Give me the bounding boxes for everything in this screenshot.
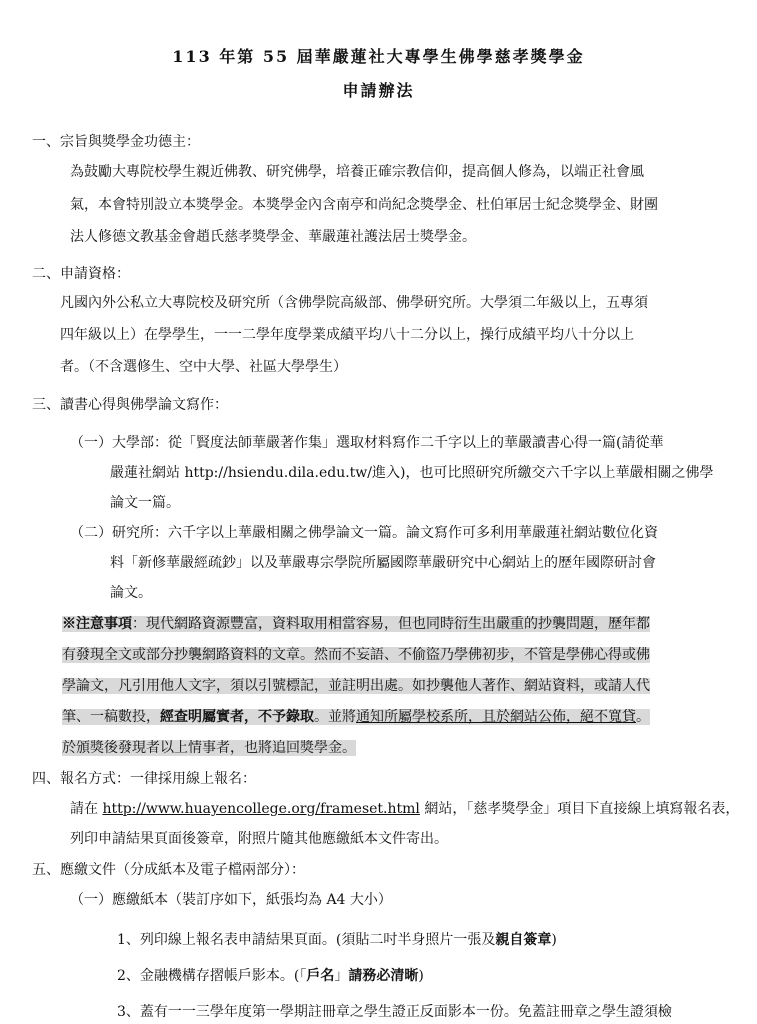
notice-line-1	[62, 614, 650, 634]
notice-text-1: ：現代網路資源豐富，資料取用相當容易，但也同時衍生出嚴重的抄襲問題，歷年都	[132, 616, 650, 632]
section-1-line-2: 氣，本會特別設立本獎學金。本獎學金內含南亭和尚紀念獎學金、杜伯軍居士紀念獎學金、財團	[70, 197, 658, 213]
item-2-text-d: 請務必清晰	[348, 968, 419, 984]
notice-text-3: 學論文，凡引用他人文字，須以引號標記，並註明出處。如抄襲他人著作、網站資料，或請人代	[62, 678, 650, 694]
section-3-grad-line-2: 料「新修華嚴經疏鈔」以及華嚴專宗學院所屬國際華嚴研究中心網站上的歷年國際研討會	[110, 555, 656, 571]
item-1-text-a: 1、列印線上報名表申請結果頁面。(須貼二吋半身照片一張及	[117, 932, 496, 948]
section-3-undergrad-line-1: （一）大學部：從「賢度法師華嚴著作集」選取材料寫作二千字以上的華嚴讀書心得一篇(請從華	[70, 435, 664, 451]
section-3-grad-line-3: 論文。	[110, 585, 152, 601]
notice-text-4d: 通知所屬學校系所，且於網站公佈，絕不寬貸	[356, 709, 636, 725]
document-title: 113 年第 55 屆華嚴蓮社大專學生佛學慈孝獎學金	[172, 47, 585, 66]
section-2-line-2: 四年級以上）在學學生，一一二學年度學業成績平均八十二分以上，操行成績平均八十分以上	[60, 327, 634, 343]
item-1-text-c: )	[551, 932, 557, 948]
notice-line-4	[62, 707, 650, 727]
notice-line-2	[62, 645, 650, 665]
section-2-line-1: 凡國內外公私立大專院校及研究所（含佛學院高級部、佛學研究所。大學須二年級以上，五專須	[60, 295, 648, 311]
section-4-line-1	[70, 799, 739, 819]
section-5-sub-1: （一）應繳紙本（裝訂序如下，紙張均為 A4 大小）	[70, 892, 392, 908]
notice-text-4e: 。	[636, 709, 650, 725]
section-3-heading: 三、讀書心得與佛學論文寫作：	[32, 397, 228, 413]
section-2-line-3: 者。（不含選修生、空中大學、社區大學學生）	[60, 359, 347, 375]
section-5-item-2	[117, 966, 424, 986]
section-1-line-1: 為鼓勵大專院校學生親近佛教、研究佛學，培養正確宗教信仰，提高個人修為，以端正社會風	[70, 164, 644, 180]
item-2-text-a: 2、金融機構存摺帳戶影本。(「	[117, 968, 307, 984]
section-5-heading: 五、應繳文件（分成紙本及電子檔兩部分）：	[32, 862, 305, 878]
notice-label: ※注意事項	[62, 616, 132, 632]
section-3-undergrad-line-2: 嚴蓮社網站 http://hsiendu.dila.edu.tw/進入)，也可比照研究所繳交六千字以上華嚴相關之佛學	[110, 465, 714, 481]
section-3-grad-line-1: （二）研究所：六千字以上華嚴相關之佛學論文一篇。論文寫作可多利用華嚴蓮社網站數位化資	[70, 525, 658, 541]
notice-text-5: 於頒獎後發現者以上情事者，也將追回獎學金。	[62, 740, 356, 756]
item-2-text-e: )	[418, 968, 424, 984]
document-subtitle: 申請辦法	[342, 81, 415, 100]
section-2-heading: 二、申請資格：	[32, 266, 130, 282]
notice-text-2: 有發現全文或部分抄襲網路資料的文章。然而不妄語、不偷盜乃學佛初步，不管是學佛心得或佛	[62, 647, 650, 663]
notice-text-4a: 筆、一稿數投，	[62, 709, 160, 725]
section-4-text-a: 請在	[70, 801, 103, 817]
section-4-text-b: 網站，「慈孝獎學金」項目下直接線上填寫報名表，	[419, 801, 740, 817]
section-4-heading: 四、報名方式：一律採用線上報名：	[32, 771, 256, 787]
section-1-heading: 一、宗旨與獎學金功德主：	[32, 134, 200, 150]
section-5-item-1	[117, 930, 557, 950]
section-4-line-2: 列印申請結果頁面後簽章，附照片隨其他應繳紙本文件寄出。	[70, 831, 448, 847]
notice-line-5	[62, 738, 356, 758]
item-2-text-c: 」	[334, 968, 349, 984]
notice-text-4b: 經查明屬實者，不予錄取	[160, 709, 314, 725]
section-1-line-3: 法人修德文教基金會趙氏慈孝獎學金、華嚴蓮社護法居士獎學金。	[70, 229, 476, 245]
registration-link[interactable]: http://www.huayencollege.org/frameset.html	[102, 801, 420, 817]
item-2-text-b: 戶名	[306, 968, 335, 984]
section-3-undergrad-line-3: 論文一篇。	[110, 495, 180, 511]
notice-line-3	[62, 676, 650, 696]
item-1-text-b: 親自簽章	[495, 932, 552, 948]
section-5-item-3: 3、蓋有一一三學年度第一學期註冊章之學生證正反面影本一份。免蓋註冊章之學生證須檢	[117, 1004, 672, 1020]
notice-text-4c: 。並將	[314, 709, 356, 725]
